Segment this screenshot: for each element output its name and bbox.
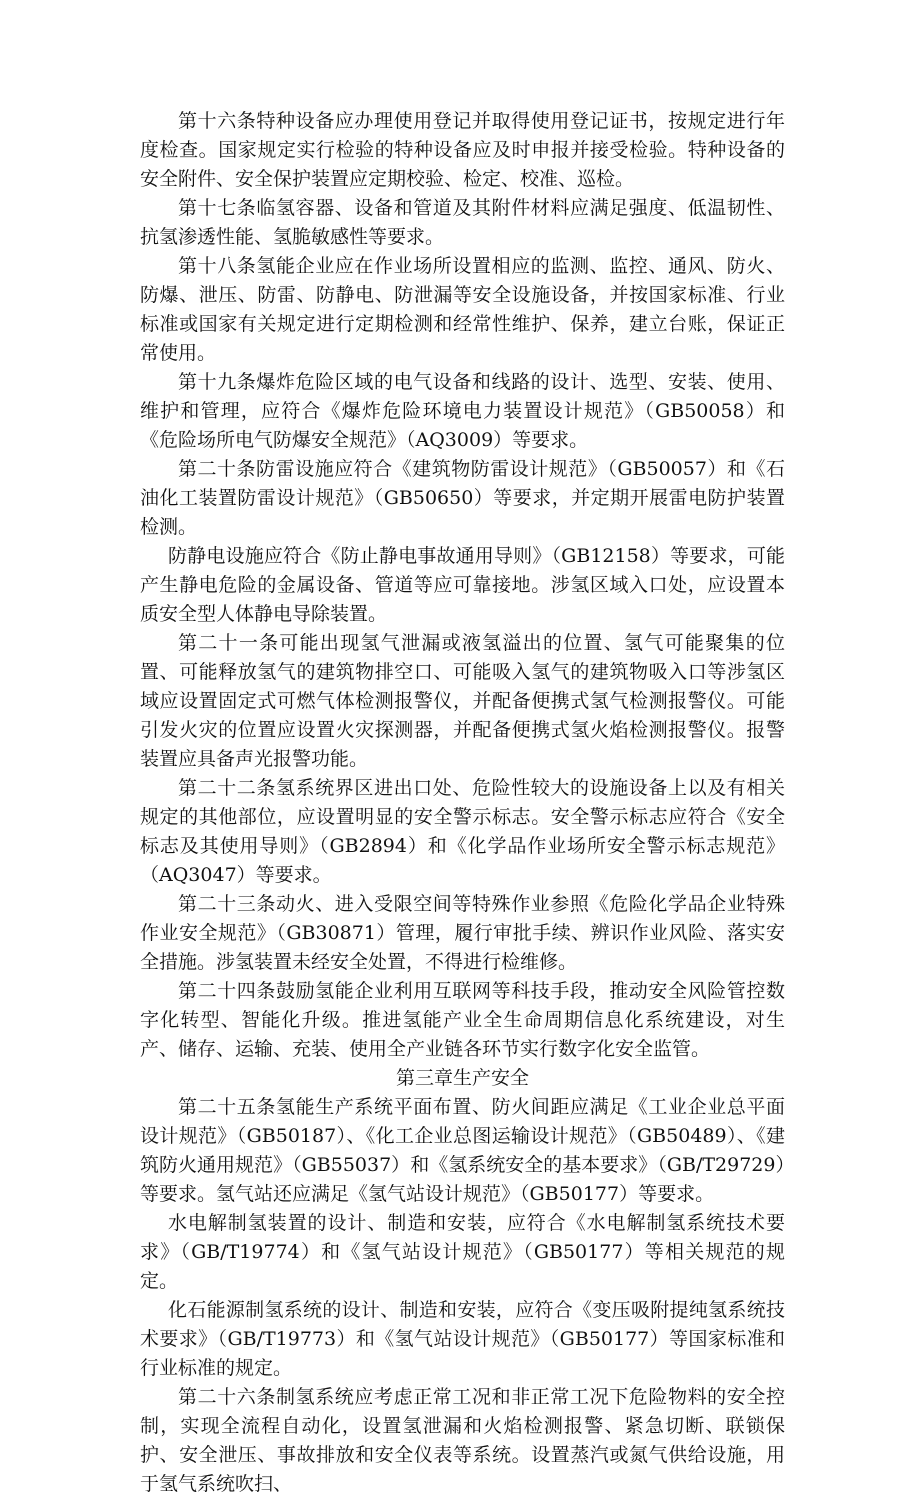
article-25-paragraph: 第二十五条氢能生产系统平面布置、防火间距应满足《工业企业总平面设计规范》（GB50187）、《化工企业总图运输设计规范》（GB50489）、《建筑防火通用规范》（GB55037）和《氢系统安全的基本要求》（GB/T29729）等要求。氢气站还应满足《氢气站设计规范》（GB50177）等要求。 <box>140 1096 785 1205</box>
article-24-paragraph: 第二十四条鼓励氢能企业利用互联网等科技手段，推动安全风险管控数字化转型、智能化升级。推进氢能产业全生命周期信息化系统建设，对生产、储存、运输、充装、使用全产业链各环节实行数字化安全监管。 <box>140 980 785 1060</box>
article-18-paragraph: 第十八条氢能企业应在作业场所设置相应的监测、监控、通风、防火、防爆、泄压、防雷、防静电、防泄漏等安全设施设备，并按国家标准、行业标准或国家有关规定进行定期检测和经常性维护、保养，建立台账，保证正常使用。 <box>140 255 785 364</box>
article-19-paragraph: 第十九条爆炸危险区域的电气设备和线路的设计、选型、安装、使用、维护和管理，应符合《爆炸危险环境电力装置设计规范》（GB50058）和《危险场所电气防爆安全规范》（AQ3009）等要求。 <box>140 371 785 451</box>
water-electrolysis-paragraph: 水电解制氢装置的设计、制造和安装，应符合《水电解制氢系统技术要求》（GB/T19774）和《氢气站设计规范》（GB50177）等相关规范的规定。 <box>140 1212 785 1292</box>
article-23-paragraph: 第二十三条动火、进入受限空间等特殊作业参照《危险化学品企业特殊作业安全规范》（GB30871）管理，履行审批手续、辨识作业风险、落实安全措施。涉氢装置未经安全处置，不得进行检维修。 <box>140 893 785 973</box>
fossil-hydrogen-paragraph: 化石能源制氢系统的设计、制造和安装，应符合《变压吸附提纯氢系统技术要求》（GB/T19773）和《氢气站设计规范》（GB50177）等国家标准和行业标准的规定。 <box>140 1299 785 1379</box>
article-16-paragraph: 第十六条特种设备应办理使用登记并取得使用登记证书，按规定进行年度检查。国家规定实行检验的特种设备应及时申报并接受检验。特种设备的安全附件、安全保护装置应定期校验、检定、校准、巡检。 <box>140 110 785 190</box>
anti-static-paragraph: 防静电设施应符合《防止静电事故通用导则》（GB12158）等要求，可能产生静电危险的金属设备、管道等应可靠接地。涉氢区域入口处，应设置本质安全型人体静电导除装置。 <box>140 545 785 625</box>
chapter-3-heading: 第三章生产安全 <box>395 1067 529 1089</box>
article-22-paragraph: 第二十二条氢系统界区进出口处、危险性较大的设施设备上以及有相关规定的其他部位，应设置明显的安全警示标志。安全警示标志应符合《安全标志及其使用导则》（GB2894）和《化学品作业场所安全警示标志规范》（AQ3047）等要求。 <box>140 777 785 886</box>
document-body <box>140 107 785 1499</box>
article-17-paragraph: 第十七条临氢容器、设备和管道及其附件材料应满足强度、低温韧性、抗氢渗透性能、氢脆敏感性等要求。 <box>140 197 785 248</box>
article-20-paragraph: 第二十条防雷设施应符合《建筑物防雷设计规范》（GB50057）和《石油化工装置防雷设计规范》（GB50650）等要求，并定期开展雷电防护装置检测。 <box>140 458 785 538</box>
article-26-paragraph: 第二十六条制氢系统应考虑正常工况和非正常工况下危险物料的安全控制，实现全流程自动化，设置氢泄漏和火焰检测报警、紧急切断、联锁保护、安全泄压、事故排放和安全仪表等系统。设置蒸汽或氮气供给设施，用于氢气系统吹扫、 <box>140 1386 785 1495</box>
article-21-paragraph: 第二十一条可能出现氢气泄漏或液氢溢出的位置、氢气可能聚集的位置、可能释放氢气的建筑物排空口、可能吸入氢气的建筑物吸入口等涉氢区域应设置固定式可燃气体检测报警仪，并配备便携式氢气检测报警仪。可能引发火灾的位置应设置火灾探测器，并配备便携式氢火焰检测报警仪。报警装置应具备声光报警功能。 <box>140 632 785 770</box>
